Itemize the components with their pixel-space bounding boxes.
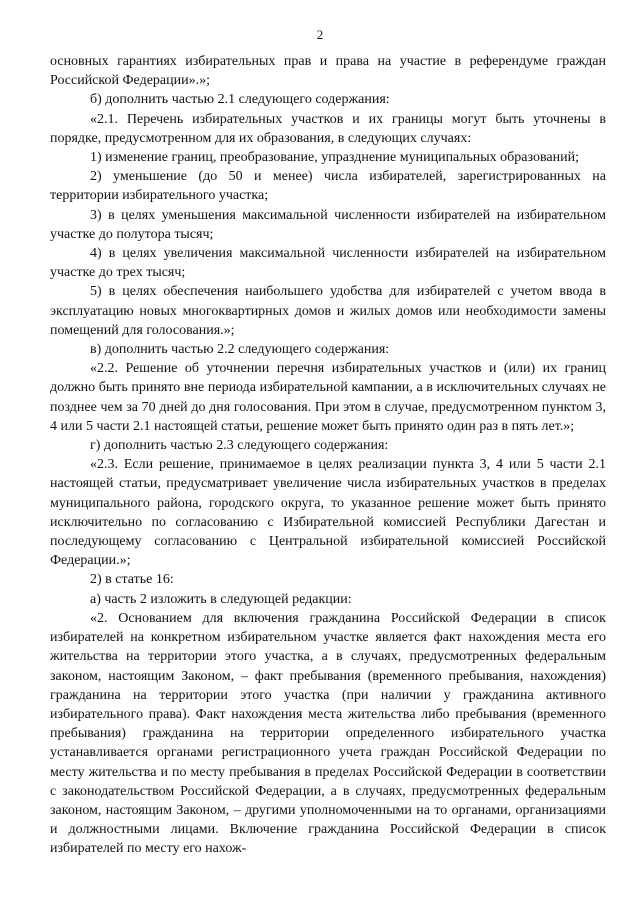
document-body — [50, 52, 606, 859]
paragraph-article-16: 2) в статье 16: — [90, 572, 174, 588]
paragraph-case-4: 4) в целях увеличения максимальной численности избирателей на избирательном участке до трех тысяч; — [50, 246, 606, 281]
paragraph-case-1: 1) изменение границ, преобразование, упразднение муниципальных образований; — [90, 150, 579, 166]
paragraph-amendment-b: б) дополнить частью 2.1 следующего содержания: — [90, 92, 390, 108]
paragraph-case-3: 3) в целях уменьшения максимальной численности избирателей на избирательном участке до полутора тысяч; — [50, 207, 606, 242]
page-number: 2 — [316, 27, 324, 42]
paragraph-part-2-1: «2.1. Перечень избирательных участков и их границы могут быть уточнены в порядке, предусмотренном для их образования, в следующих случаях: — [50, 111, 606, 146]
paragraph-case-5: 5) в целях обеспечения наибольшего удобства для избирателей с учетом ввода в эксплуатацию новых многоквартирных домов и жилых домов или необходимости замены помещений для голосования.»; — [50, 284, 606, 338]
paragraph-part-2: «2. Основанием для включения гражданина Российской Федерации в список избирателей на конкретном избирательном участке является факт нахождения места его жительства на территории этого участка, а в случаях, предусмотренных федеральным законом, настоящим Законом, – факт пребывания (временного пребывания, нахождения) гражданина на территории этого участка (при наличии у гражданина активного избирательного права). Факт нахождения места жительства либо пребывания (временного пребывания) гражданина на территории определенного избирательного участка устанавливается органами регистрационного учета граждан Российской Федерации по месту жительства и по месту пребывания в пределах Российской Федерации в соответствии с законодательством Российской Федерации, а в случаях, предусмотренных федеральным законом, настоящим Законом, – другими уполномоченными на то органами, организациями и должностными лицами. Включение гражданина Российской Федерации в список избирателей по месту его нахож- — [50, 610, 606, 857]
paragraph-continuation: основных гарантиях избирательных прав и права на участие в референдуме граждан Российской Федерации».»; — [50, 54, 606, 89]
paragraph-amendment-v: в) дополнить частью 2.2 следующего содержания: — [90, 342, 390, 358]
paragraph-amendment-g: г) дополнить частью 2.3 следующего содержания: — [90, 438, 389, 454]
paragraph-amendment-a: а) часть 2 изложить в следующей редакции: — [90, 591, 352, 607]
paragraph-part-2-2: «2.2. Решение об уточнении перечня избирательных участков и (или) их границ должно быть принято вне периода избирательной кампании, а в исключительных случаях не позднее чем за 70 дней до дня голосования. При этом в случае, предусмотренном пунктом 3, 4 или 5 части 2.1 настоящей статьи, решение может быть принято один раз в пять лет.»; — [50, 361, 606, 434]
paragraph-part-2-3: «2.3. Если решение, принимаемое в целях реализации пункта 3, 4 или 5 части 2.1 настоящей статьи, предусматривает увеличение числа избирательных участков в пределах муниципального района, городского округа, то указанное решение может быть принято исключительно по согласованию с Избирательной комиссией Республики Дагестан и последующему согласованию с Центральной избирательной комиссией Российской Федерации.»; — [50, 457, 606, 569]
paragraph-case-2: 2) уменьшение (до 50 и менее) числа избирателей, зарегистрированных на территории избирательного участка; — [50, 169, 606, 204]
